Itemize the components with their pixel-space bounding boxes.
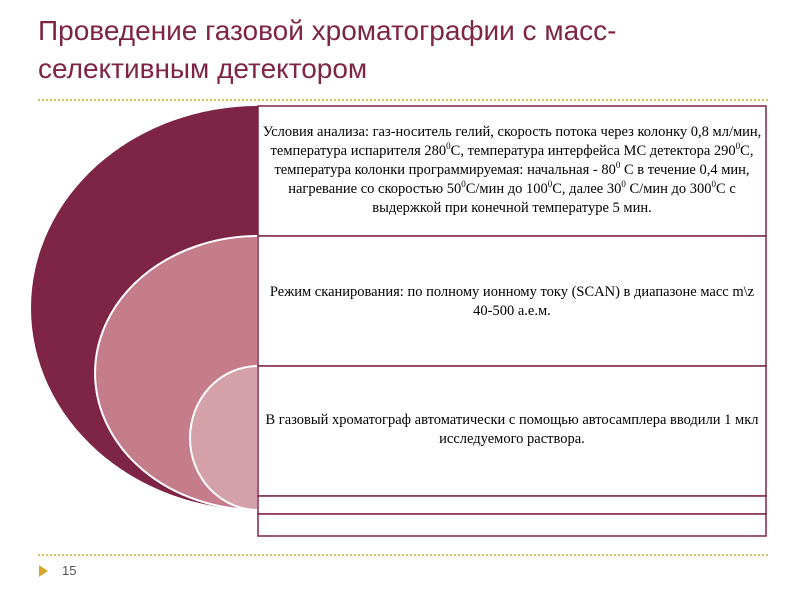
bullet-arrow-icon: [39, 565, 48, 577]
slide-title: Проведение газовой хроматографии с масс-селективным детектором: [38, 15, 617, 84]
scan-mode-text: Режим сканирования: по полному ионному току (SCAN) в диапазоне масс m\z 40-500 а.е.м.: [269, 284, 755, 319]
page-number: 15: [62, 563, 77, 578]
analysis-conditions-label: Условия анализа: [262, 123, 365, 140]
bottom-strip-frame-2: [258, 514, 766, 536]
injection-text: В газовый хроматограф автоматически с помощью автосамплера вводили 1 мкл исследуемого раствора.: [265, 412, 759, 447]
bottom-divider: [38, 554, 768, 556]
analysis-conditions-text: Условия анализа: газ-носитель гелий, скорость потока через колонку 0,8 мл/мин, температура испарителя $280^0С$, температура интерфейса МС детектора $290^0С$, температура колонки программируемая: начальная - $80^0$ С в течение 0,4 мин, нагревание со скоростью $50^0С$/мин до $100^0С$, далее $30^0$ С/мин до $300^0С$ с выдержкой при конечной температуре 5 мин.: [262, 123, 762, 216]
bottom-strip-frame: [258, 496, 766, 514]
